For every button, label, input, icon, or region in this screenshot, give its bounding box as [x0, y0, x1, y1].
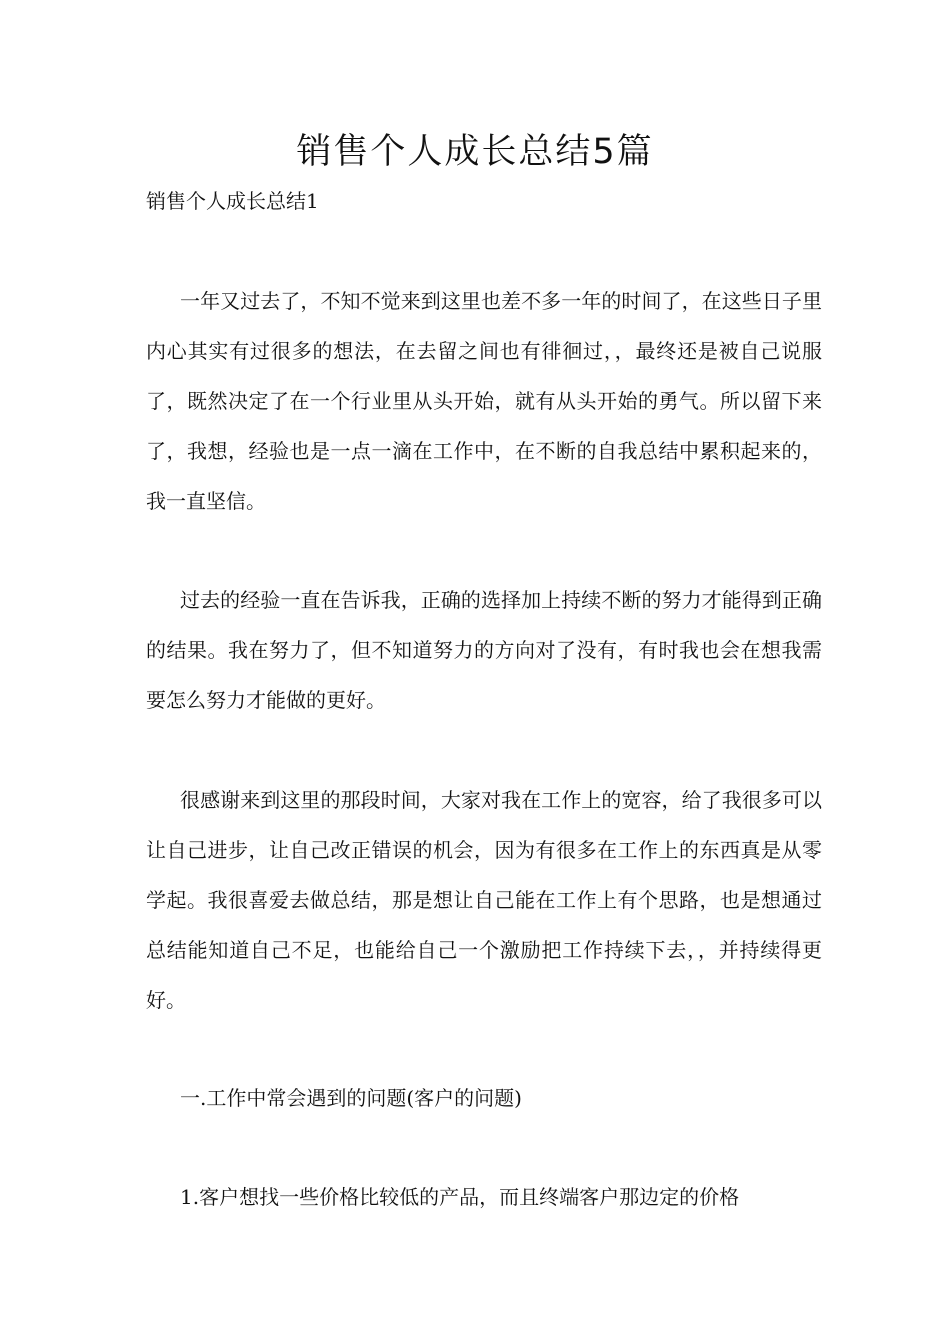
paragraph-3: 很感谢来到这里的那段时间，大家对我在工作上的宽容，给了我很多可以让自己进步，让自己改正错误的机会，因为有很多在工作上的东西真是从零学起。我很喜爱去做总结，那是想让自己能在工作上有个思路，也是想通过总结能知道自己不足，也能给自己一个激励把工作持续下去，，并持续得更好。 [146, 788, 822, 1012]
paragraph-2: 过去的经验一直在告诉我，正确的选择加上持续不断的努力才能得到正确的结果。我在努力了，但不知道努力的方向对了没有，有时我也会在想我需要怎么努力才能做的更好。 [146, 588, 822, 712]
document-title: 销售个人成长总结5篇 [296, 132, 654, 172]
paragraph-4: 一.工作中常会遇到的问题(客户的问题) [180, 1086, 522, 1110]
section-heading: 销售个人成长总结1 [146, 189, 319, 213]
paragraph-5: 1.客户想找一些价格比较低的产品，而且终端客户那边定的价格 [180, 1185, 740, 1209]
paragraph-1: 一年又过去了，不知不觉来到这里也差不多一年的时间了，在这些日子里内心其实有过很多的想法，在去留之间也有徘徊过，，最终还是被自己说服了，既然决定了在一个行业里从头开始，就有从头开始的勇气。所以留下来了，我想，经验也是一点一滴在工作中，在不断的自我总结中累积起来的，我一直坚信。 [146, 289, 822, 513]
